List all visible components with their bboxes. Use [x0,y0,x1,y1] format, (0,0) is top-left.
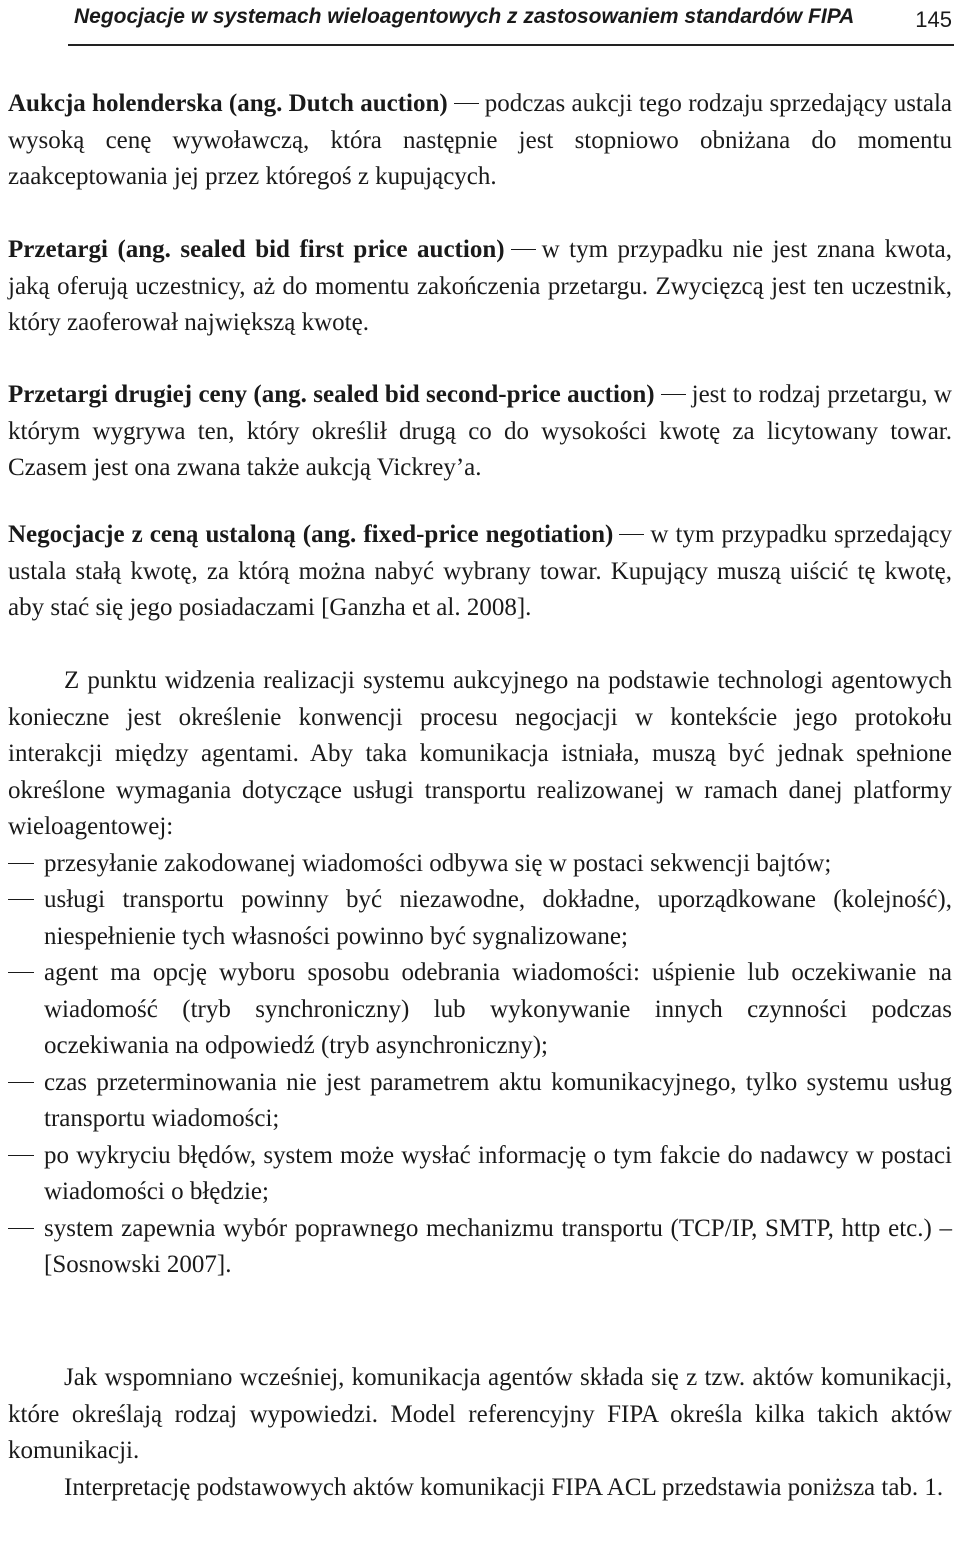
dash-separator [619,534,644,535]
list-item [8,1065,952,1138]
definition-fixed-price [8,517,952,627]
list-item [8,1138,952,1211]
definition-term: Przetargi drugiej ceny (ang. sealed bid second-price auction) [8,381,655,408]
definition-text: w tym przypadku sprzedający ustala stałą kwotę, za którą można nabyć wybrany towar. Kupujący muszą uiścić tę kwotę, aby stać się jego posiadaczami [Ganzha et al. 2008]. [8,521,952,621]
list-item-text: po wykryciu błędów, system może wysłać informację o tym fakcie do nadawcy w postaci wiadomości o błędzie; [44,1141,952,1205]
dash-bullet [8,1228,34,1229]
intro-section [8,663,952,1284]
dash-separator [661,394,686,395]
list-item [8,1211,952,1284]
intro-paragraph: Z punktu widzenia realizacji systemu aukcyjnego na podstawie technologi agentowych konieczne jest określenie konwencji procesu negocjacji w kontekście jego protokołu interakcji między agentami. Aby taka komunikacja istniała, muszą być jednak spełnione określone wymagania dotyczące usługi transportu realizowanej w ramach danej platformy wieloagentowej: [8,667,952,840]
list-item-text: agent ma opcję wyboru sposobu odebrania wiadomości: uśpienie lub oczekiwanie na wiadomość (tryb synchroniczny) lub wykonywanie innych czynności podczas oczekiwania na odpowiedź (tryb asynchroniczny); [44,959,952,1059]
running-header-title: Negocjacje w systemach wieloagentowych z zastosowaniem standardów FIPA [74,5,855,28]
list-item-text: system zapewnia wybór poprawnego mechanizmu transportu (TCP/IP, SMTP, http etc.) – [Sosnowski 2007]. [44,1214,952,1278]
list-item [8,955,952,1065]
definition-sealed-bid-first-price [8,232,952,342]
list-item [8,882,952,955]
closing-paragraph-2: Interpretację podstawowych aktów komunikacji FIPA ACL przedstawia poniższa tab. 1. [64,1473,944,1501]
page-number: 145 [915,7,952,32]
requirements-list [8,846,952,1284]
dash-bullet [8,1155,34,1156]
definition-sealed-bid-second-price [8,377,952,487]
list-item-text: czas przeterminowania nie jest parametrem aktu komunikacyjnego, tylko systemu usług transportu wiadomości; [44,1068,952,1132]
running-header [68,2,954,46]
list-item-text: przesyłanie zakodowanej wiadomości odbywa się w postaci sekwencji bajtów; [44,849,832,877]
list-item [8,846,952,883]
closing-paragraph-1: Jak wspomniano wcześniej, komunikacja agentów składa się z tzw. aktów komunikacji, które określają rodzaj wypowiedzi. Model referencyjny FIPA określa kilka takich aktów komunikacji. [8,1364,952,1464]
definition-text: podczas aukcji tego rodzaju sprzedający ustala wysoką cenę wywoławczą, która następnie jest stopniowo obniżana do momentu zaakceptowania jej przez któregoś z kupujących. [8,90,953,190]
definition-term: Negocjacje z ceną ustaloną (ang. fixed-price negotiation) [8,521,614,548]
dash-separator [511,249,536,250]
list-item-text: usługi transportu powinny być niezawodne, dokładne, uporządkowane (kolejność), niespełnienie tych własności powinno być sygnalizowane; [44,886,952,950]
definition-term: Aukcja holenderska (ang. Dutch auction) [8,90,448,117]
definition-term: Przetargi (ang. sealed bid first price auction) [8,236,505,263]
dash-bullet [8,1082,34,1083]
definition-dutch-auction [8,86,952,196]
definition-text: w tym przypadku nie jest znana kwota, jaką oferują uczestnicy, aż do momentu zakończenia przetargu. Zwycięzcą jest ten uczestnik, który zaoferował największą kwotę. [8,236,952,336]
dash-bullet [8,863,34,864]
dash-bullet [8,972,34,973]
closing-section [8,1360,952,1506]
definition-text: jest to rodzaj przetargu, w którym wygrywa ten, który określił drugą co do wysokości kwotę za licytowany towar. Czasem jest ona zwana także aukcją Vickrey’a. [8,381,952,481]
dash-separator [454,103,479,104]
dash-bullet [8,899,34,900]
